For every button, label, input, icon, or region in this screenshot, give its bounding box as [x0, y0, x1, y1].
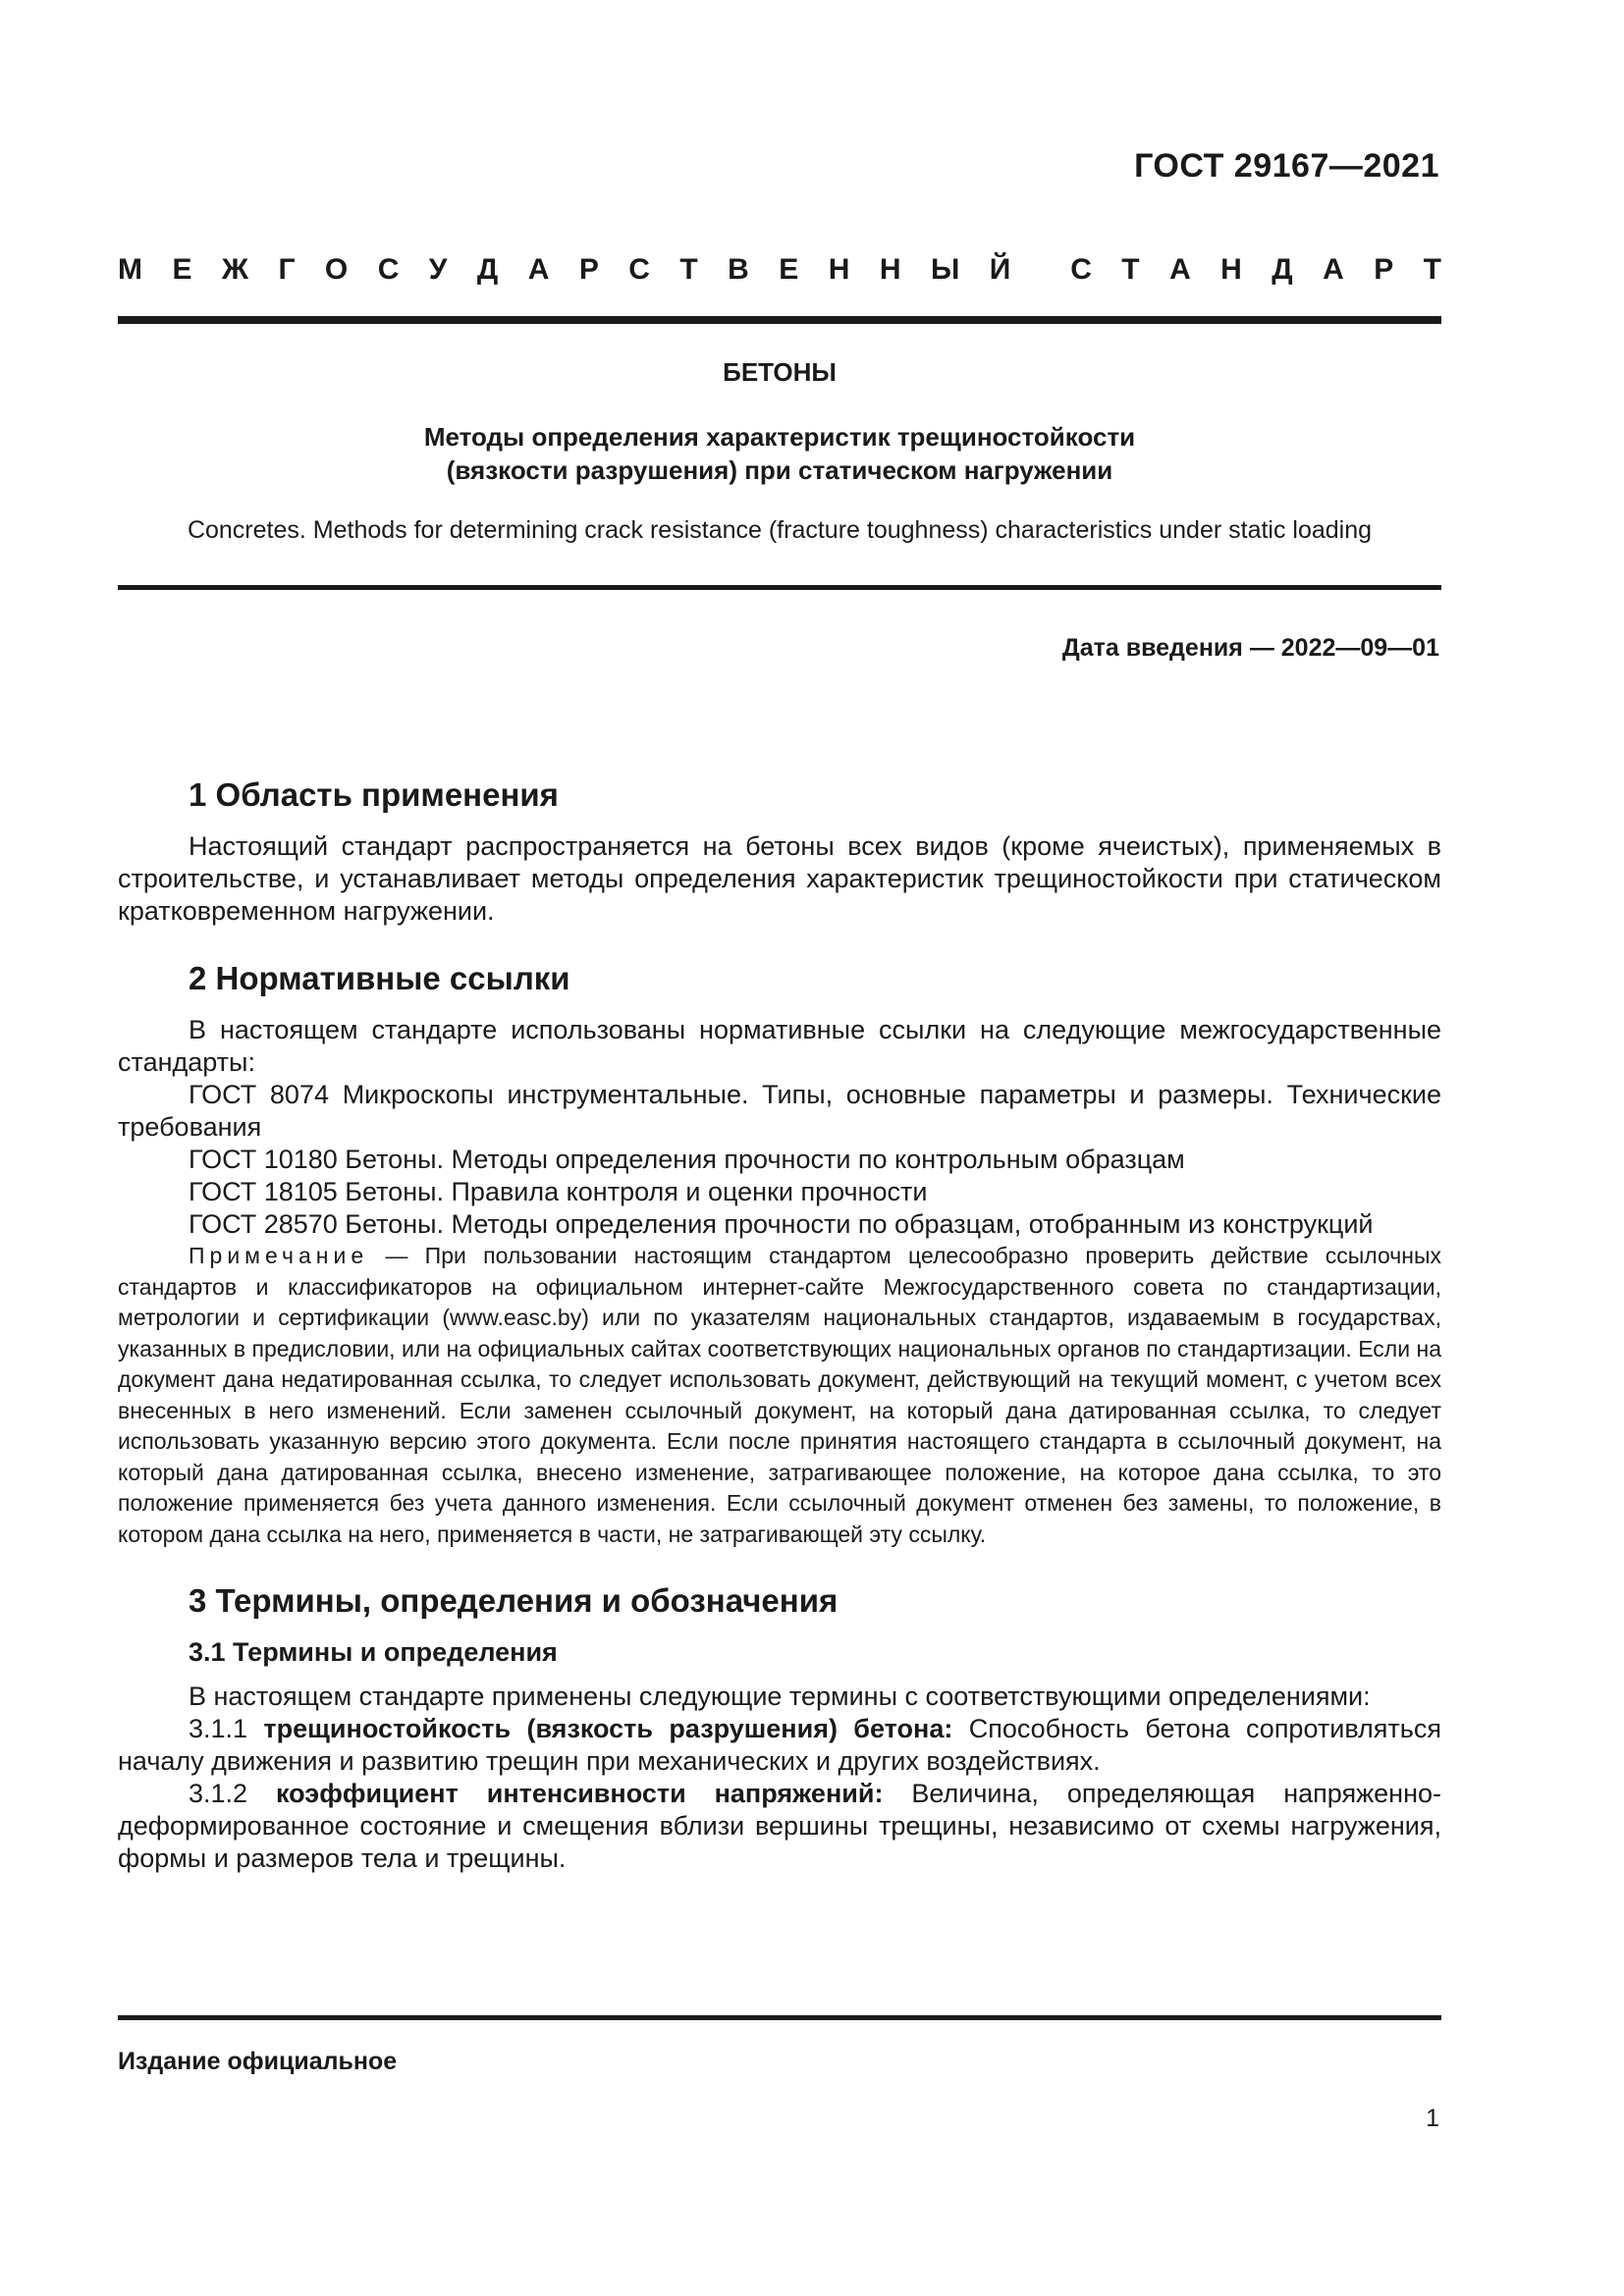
section-heading: 2 Нормативные ссылки [189, 960, 570, 996]
term-definition [118, 1713, 1441, 1778]
document-number: ГОСТ 29167—2021 [1134, 147, 1439, 185]
introduction-date: Дата введения — 2022—09—01 [1061, 634, 1439, 662]
heading-letter: Е [779, 253, 799, 286]
section-heading: 1 Область применения [189, 776, 559, 813]
heading-letter: А [1169, 253, 1191, 286]
subsection-heading: 3.1 Термины и определения [189, 1637, 558, 1667]
heading-letter: М [118, 253, 142, 286]
english-title: Concretes. Methods for determining crack resistance (fracture toughness) characteristics under static loading [187, 516, 1373, 544]
heading-letter: Ы [930, 253, 960, 286]
heading-letter: Й [989, 253, 1011, 286]
subtitle-line: (вязкости разрушения) при статическом нагружении [446, 455, 1113, 485]
term-number: 3.1.2 [189, 1779, 276, 1808]
heading-letter: Т [1423, 253, 1441, 286]
footer-divider [118, 2015, 1441, 2020]
top-divider [118, 316, 1441, 324]
heading-letter: С [1070, 253, 1092, 286]
interstate-standard-heading [118, 253, 1441, 287]
heading-letter: Д [476, 253, 499, 286]
heading-letter: Г [278, 253, 296, 286]
heading-letter: А [527, 253, 550, 286]
heading-letter: У [428, 253, 448, 286]
heading-letter: В [728, 253, 749, 286]
heading-letter: Т [1121, 253, 1140, 286]
heading-letter: Р [1374, 253, 1394, 286]
official-edition-label: Издание официальное [118, 2048, 398, 2075]
heading-letter: О [324, 253, 349, 286]
heading-letter: Е [172, 253, 192, 286]
page-number: 1 [1426, 2105, 1439, 2132]
heading-letter: Д [1272, 253, 1293, 286]
heading-letter: Н [879, 253, 901, 286]
term-name: трещиностойкость (вязкость разрушения) бетона: [263, 1714, 953, 1743]
paragraph: В настоящем стандарте применены следующие термины с соответствующими определениями: [189, 1682, 1371, 1711]
reference-item: ГОСТ 10180 Бетоны. Методы определения прочности по контрольным образцам [189, 1145, 1185, 1174]
term-definition [118, 1778, 1441, 1875]
term-definition-text: Способность бетона сопротивляться началу движения и развитию трещин при механических и других воздействиях. [118, 1714, 1441, 1776]
heading-letter: Т [679, 253, 698, 286]
paragraph: Настоящий стандарт распространяется на бетоны всех видов (кроме ячеистых), применяемых в строительстве, и устанавливает методы определения характеристик трещиностойкости при статическом кратковременном нагружении. [118, 831, 1441, 926]
document-subtitle [118, 420, 1441, 487]
section-heading: 3 Термины, определения и обозначения [189, 1582, 839, 1619]
term-number: 3.1.1 [189, 1714, 264, 1743]
document-title: БЕТОНЫ [723, 357, 837, 387]
reference-item: ГОСТ 8074 Микроскопы инструментальные. Типы, основные параметры и размеры. Технические требования [118, 1080, 1441, 1142]
heading-letter: Н [1220, 253, 1242, 286]
note-label: Примечание [189, 1243, 369, 1268]
heading-letter: С [377, 253, 400, 286]
note [118, 1241, 1441, 1550]
reference-item: ГОСТ 18105 Бетоны. Правила контроля и оценки прочности [189, 1177, 928, 1206]
heading-letter: А [1323, 253, 1344, 286]
heading-letter: Н [828, 253, 850, 286]
term-name: коэффициент интенсивности напряжений: [276, 1779, 884, 1808]
note-text: — При пользовании настоящим стандартом целесообразно проверить действие ссылочных стандартов и классификаторов на официальном интернет-сайте Межгосударственного совета по стандартизации, метрологии и сертификации (www.easc.by) или по указателям национальных стандартов, издаваемым в государствах, указанных в предисловии, или на официальных сайтах соответствующих национальных органов по стандартизации. Если на документ дана недатированная ссылка, то следует использовать документ, действующий на текущий момент, с учетом всех внесенных в него изменений. Если заменен ссылочный документ, на который дана датированная ссылка, то следует использовать указанную версию этого документа. Если после принятия настоящего стандарта в ссылочный документ, на который дана датированная ссылка, внесено изменение, затрагивающее положение, на которое дана ссылка, то это положение применяется без учета данного изменения. Если ссылочный документ отменен без замены, то положение, в котором дана ссылка на него, применяется в части, не затрагивающей эту ссылку. [118, 1243, 1441, 1547]
document-body [118, 775, 1441, 1875]
heading-letter: С [628, 253, 650, 286]
paragraph: В настоящем стандарте использованы нормативные ссылки на следующие межгосударственные стандарты: [118, 1015, 1441, 1077]
heading-letter: Ж [221, 253, 249, 286]
heading-letter: Р [578, 253, 599, 286]
reference-item: ГОСТ 28570 Бетоны. Методы определения прочности по образцам, отобранным из конструкций [189, 1209, 1374, 1239]
subtitle-line: Методы определения характеристик трещиностойкости [423, 422, 1136, 452]
term-definition-text: Величина, определяющая напряженно-деформированное состояние и смещения вблизи вершины трещины, независимо от схемы нагружения, формы и размеров тела и трещины. [118, 1779, 1441, 1873]
title-divider [118, 585, 1441, 590]
